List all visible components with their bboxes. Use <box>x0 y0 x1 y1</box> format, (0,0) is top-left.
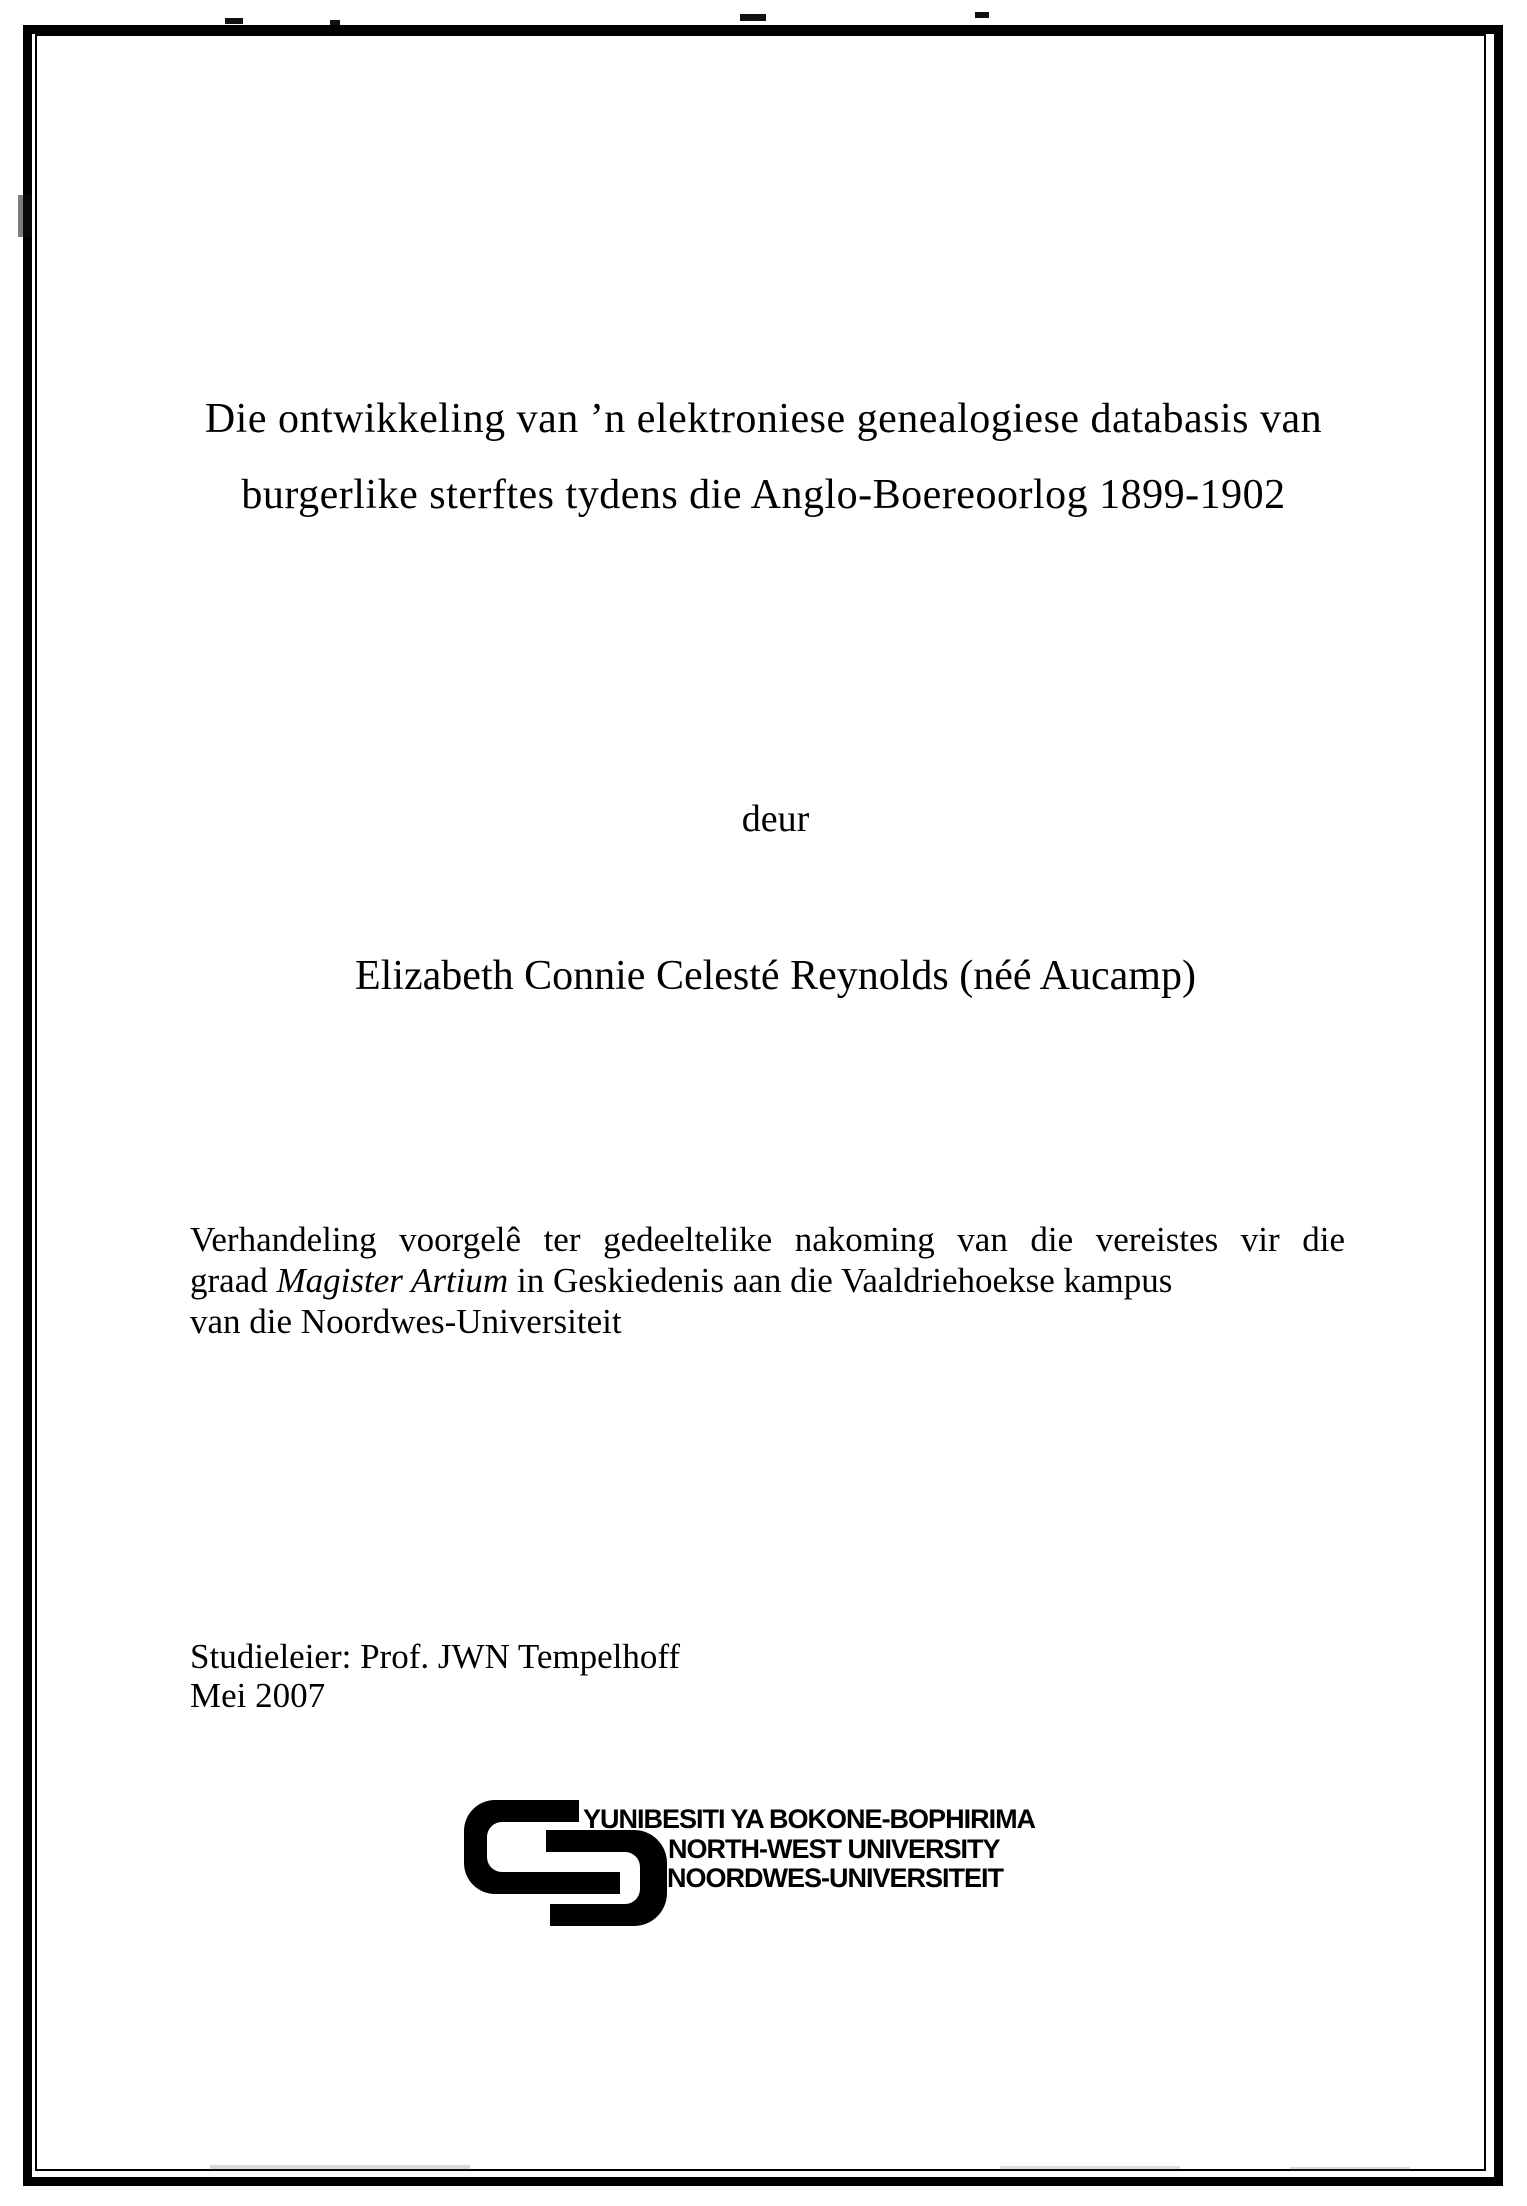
statement-line-1: Verhandeling voorgelê ter gedeeltelike nakoming van die vereistes vir die <box>190 1220 1345 1259</box>
scan-speck <box>18 195 32 237</box>
scan-speck <box>975 12 989 18</box>
statement-line-3: van die Noordwes-Universiteit <box>190 1302 622 1341</box>
degree-name-italic: Magister Artium <box>276 1261 509 1300</box>
thesis-title <box>0 381 1527 533</box>
logo-text-afrikaans: NOORDWES-UNIVERSITEIT <box>667 1863 1004 1893</box>
scan-speck <box>225 18 243 24</box>
submission-statement <box>190 1219 1345 1342</box>
date-line: Mei 2007 <box>190 1676 326 1715</box>
supervisor-and-date <box>190 1637 680 1715</box>
scan-speck <box>330 20 340 25</box>
scan-speck <box>740 14 766 21</box>
university-logo <box>462 1798 1102 1938</box>
statement-line-2-prefix: graad <box>190 1261 277 1300</box>
thesis-title-line-1: Die ontwikkeling van ’n elektroniese genealogiese databasis van <box>204 396 1323 442</box>
supervisor-line: Studieleier: Prof. JWN Tempelhoff <box>190 1637 681 1676</box>
scan-smudge <box>1290 2167 1410 2171</box>
scan-smudge <box>1000 2166 1180 2170</box>
logo-text-english: NORTH-WEST UNIVERSITY <box>668 1834 1000 1864</box>
logo-text-setswana: YUNIBESITI YA BOKONE-BOPHIRIMA <box>583 1804 1036 1834</box>
author-name: Elizabeth Connie Celesté Reynolds (néé Aucamp) <box>355 953 1196 999</box>
byline-deur: deur <box>741 798 810 840</box>
statement-line-2-suffix: in Geskiedenis aan die Vaaldriehoekse kampus <box>508 1261 1173 1300</box>
statement-line-2 <box>190 1260 1345 1301</box>
scan-smudge <box>210 2165 470 2170</box>
thesis-title-line-2: burgerlike sterftes tydens die Anglo-Boereoorlog 1899-1902 <box>241 472 1286 518</box>
